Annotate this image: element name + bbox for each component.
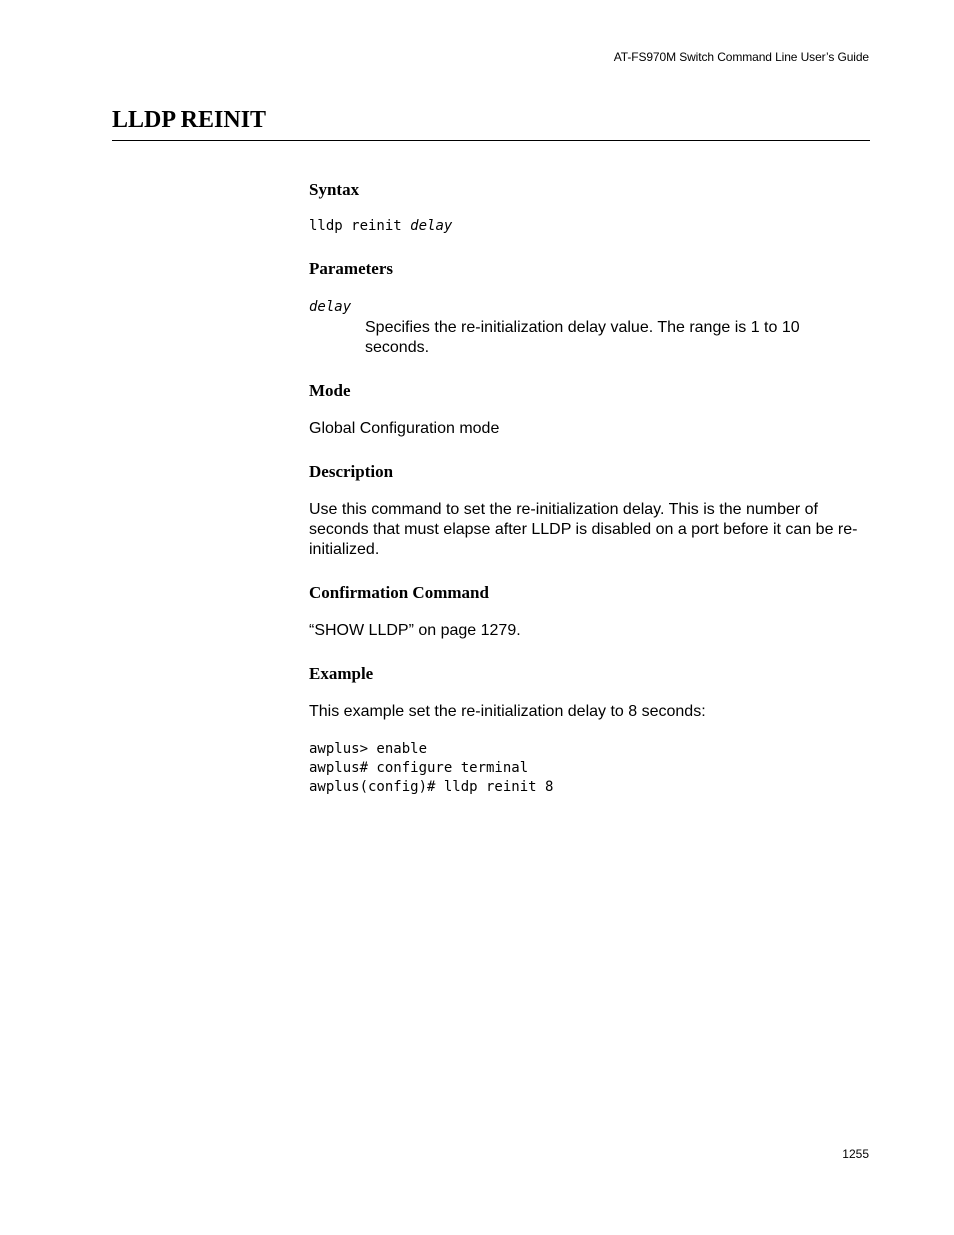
page-number: 1255 xyxy=(842,1147,869,1161)
syntax-argument: delay xyxy=(410,218,453,234)
example-code-line: awplus# configure terminal xyxy=(309,760,529,776)
parameters-heading: Parameters xyxy=(309,259,394,278)
mode-text: Global Configuration mode xyxy=(309,420,500,437)
example-heading: Example xyxy=(309,664,374,683)
example-code-line: awplus(config)# lldp reinit 8 xyxy=(309,779,554,795)
example-intro: This example set the re-initialization delay to 8 seconds: xyxy=(309,703,706,720)
mode-heading: Mode xyxy=(309,381,351,400)
parameter-description: Specifies the re-initialization delay value. The range is 1 to 10 seconds. xyxy=(365,319,800,356)
example-code-block xyxy=(309,740,870,797)
syntax-line xyxy=(309,217,870,236)
parameter-name: delay xyxy=(309,299,352,315)
page-title: LLDP REINIT xyxy=(112,107,267,133)
example-code-line: awplus> enable xyxy=(309,741,428,757)
syntax-heading: Syntax xyxy=(309,180,360,199)
confirmation-link[interactable]: “SHOW LLDP” on page 1279. xyxy=(309,622,521,639)
description-heading: Description xyxy=(309,462,394,481)
description-text: Use this command to set the re-initialization delay. This is the number of seconds that must elapse after LLDP is disabled on a port before it can be re-initialized. xyxy=(309,501,858,558)
confirmation-heading: Confirmation Command xyxy=(309,583,489,602)
syntax-command: lldp reinit xyxy=(309,218,402,234)
running-header: AT-FS970M Switch Command Line User’s Guide xyxy=(613,50,869,64)
title-rule xyxy=(112,140,870,141)
